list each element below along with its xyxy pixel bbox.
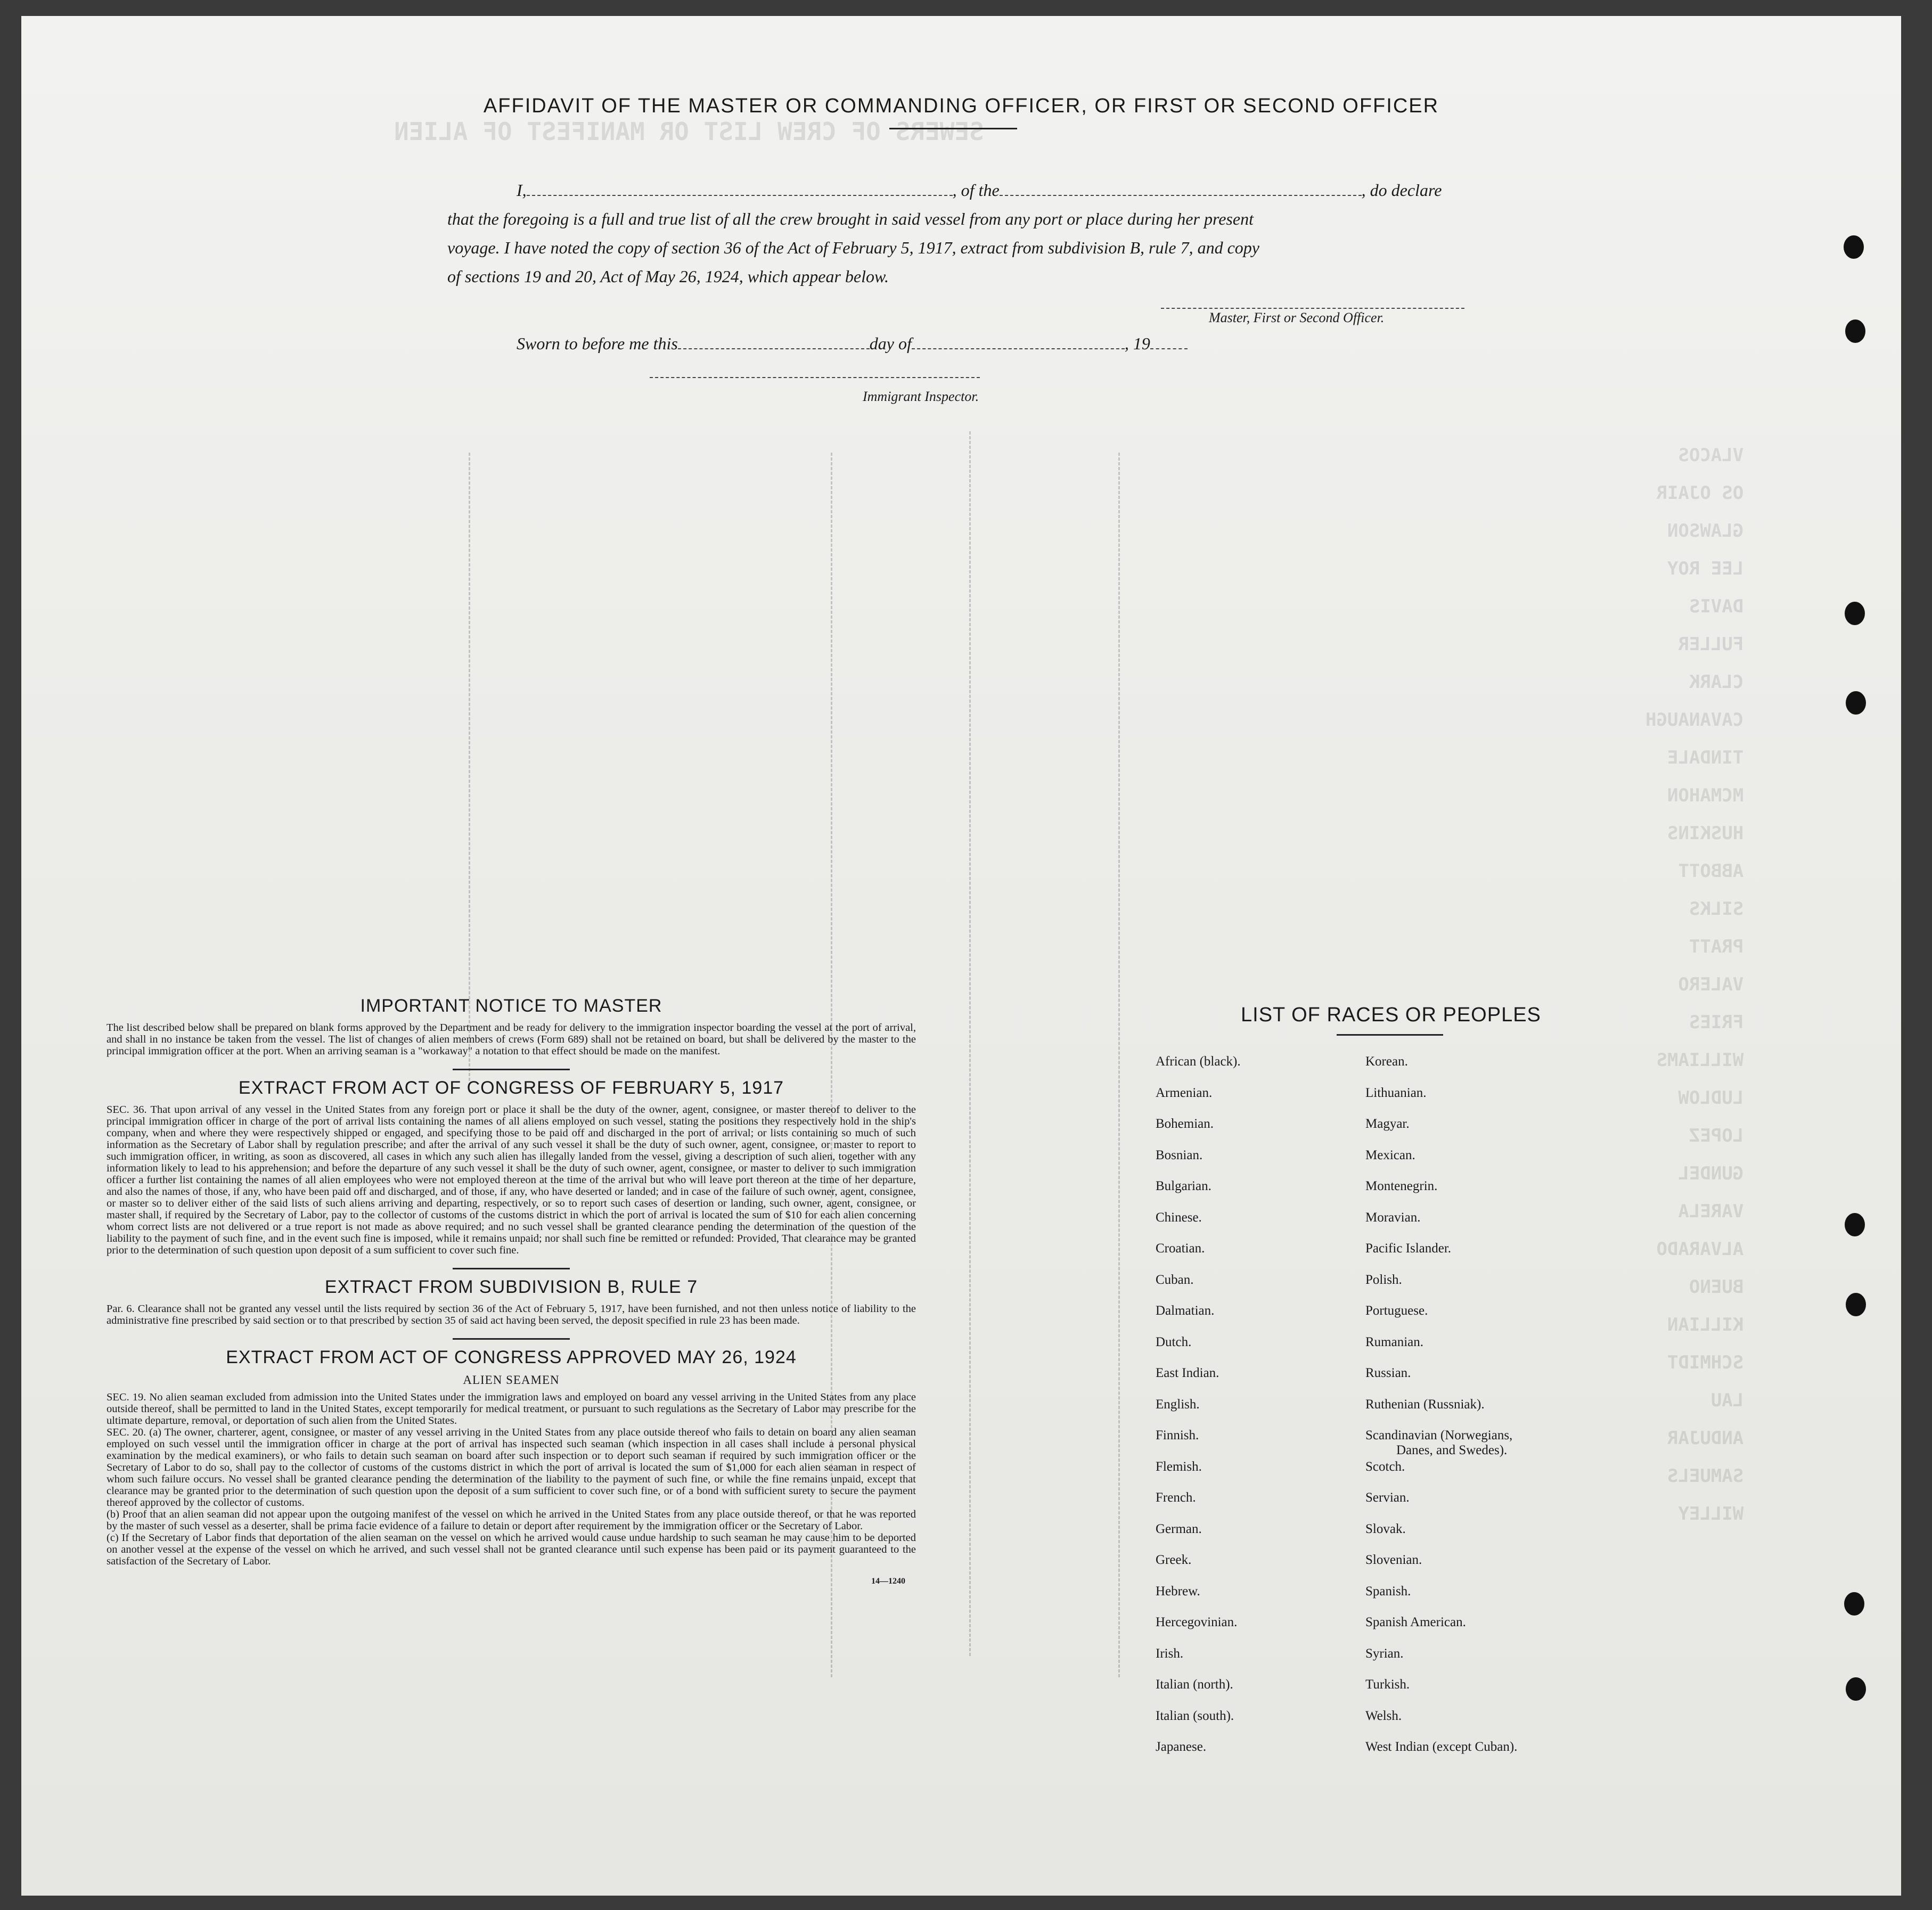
master-signature-label: Master, First or Second Officer. — [1209, 310, 1385, 325]
affidavit-line-3: voyage. I have noted the copy of section 36 of the Act of February 5, 1917, extract from subdivision B, rule 7, and copy — [447, 238, 1259, 257]
race-item: Flemish. — [1156, 1459, 1202, 1474]
race-item: Scotch. — [1365, 1459, 1405, 1474]
race-item: Cuban. — [1156, 1272, 1194, 1287]
race-item: Dalmatian. — [1156, 1304, 1215, 1318]
race-item: Syrian. — [1365, 1646, 1404, 1661]
sworn-line — [447, 329, 1502, 358]
extract-rule7-heading: EXTRACT FROM SUBDIVISION B, RULE 7 — [324, 1277, 698, 1297]
race-item: Irish. — [1156, 1646, 1184, 1661]
affidavit-line-4: of sections 19 and 20, Act of May 26, 1924, which appear below. — [447, 267, 889, 286]
race-item: English. — [1156, 1397, 1200, 1412]
race-item: Pacific Islander. — [1365, 1241, 1452, 1256]
affidavit-line-2: that the foregoing is a full and true list of all the crew brought in said vessel from any port or place during her present — [447, 209, 1254, 228]
race-item: Spanish. — [1365, 1584, 1411, 1599]
race-item: Bohemian. — [1156, 1117, 1214, 1131]
race-item: Welsh. — [1365, 1708, 1402, 1723]
notice-text: The list described below shall be prepared on blank forms approved by the Department and be ready for delivery to the immigration inspector boarding the vessel at the port of arrival, and shall in no instance be taken from the vessel. The list of changes of alien members of crews (Form 689) shall not be retained on board, but shall be delivered by the master to the principal immigration officer at the port. When an arriving seaman is a "workaway" a notation to that effect should be made on the manifest. — [107, 1022, 916, 1057]
race-item: West Indian (except Cuban). — [1365, 1740, 1518, 1754]
race-item: Ruthenian (Russniak). — [1365, 1397, 1485, 1412]
race-item: Armenian. — [1156, 1085, 1213, 1100]
race-item: Portuguese. — [1365, 1304, 1428, 1318]
race-item: Servian. — [1365, 1490, 1410, 1505]
punch-hole — [1845, 319, 1865, 343]
bleed-through-text: SEWERS OF CREW LIST OR MANIFEST OF ALIEN — [394, 117, 984, 146]
punch-hole — [1846, 691, 1866, 715]
race-item: Danes, and Swedes). — [1396, 1443, 1508, 1457]
affidavit-of-the: , of the — [952, 181, 1000, 200]
races-title: LIST OF RACES OR PEOPLES — [1241, 1004, 1541, 1026]
race-item: Turkish. — [1365, 1677, 1410, 1692]
extract-rule7-text: Par. 6. Clearance shall not be granted any vessel until the lists required by section 36 of the Act of February 5, 1917, have been furnished, and not then unless notice of liability to the administrative fine prescribed by said section or to that prescribed by section 35 of said act having been served, the deposit specified in rule 23 has been made. — [107, 1303, 916, 1326]
extract-1924-heading: EXTRACT FROM ACT OF CONGRESS APPROVED MAY 26, 1924 — [226, 1347, 797, 1367]
affidavit-title: AFFIDAVIT OF THE MASTER OR COMMANDING OFFICER, OR FIRST OR SECOND OFFICER — [483, 95, 1439, 117]
race-item: Dutch. — [1156, 1334, 1192, 1349]
inspector-signature-label: Immigrant Inspector. — [863, 389, 979, 404]
sec19-text: SEC. 19. No alien seaman excluded from admission into the United States under the immigration laws and employed on board any vessel arriving in the United States from any place outside thereof, shall be permitted to land in the United States, except temporarily for medical treatment, or pursuant to such regulations as the Secretary of Labor may prescribe for the ultimate departure, removal, or deportation of such alien from the United States. — [107, 1391, 916, 1427]
race-item: Magyar. — [1365, 1117, 1410, 1131]
punch-hole — [1846, 1677, 1866, 1701]
race-item: Moravian. — [1365, 1210, 1421, 1225]
section-rule — [453, 1338, 570, 1340]
race-item: Lithuanian. — [1365, 1085, 1427, 1100]
extract-1917-heading: EXTRACT FROM ACT OF CONGRESS OF FEBRUARY 5, 1917 — [238, 1078, 784, 1098]
sworn-year: , 19 — [1124, 334, 1150, 353]
sec20c-text: (c) If the Secretary of Labor finds that deportation of the alien seaman on the vessel on which he arrived would cause undue hardship to such seaman he may cause him to be deported on another vessel at the expense of the vessel on which he arrived, and such vessel shall not be granted clearance until such expense has been paid or its payment guaranteed to the satisfaction of the Secretary of Labor. — [107, 1532, 916, 1567]
punch-hole — [1844, 1592, 1864, 1616]
race-item: Bosnian. — [1156, 1147, 1203, 1162]
affidavit-declare: , do declare — [1361, 181, 1442, 200]
race-item: Chinese. — [1156, 1210, 1202, 1225]
sec20a-text: SEC. 20. (a) The owner, charterer, agent, consignee, or master of any vessel arriving in the United States from any place outside thereof who fails to detain on board any alien seaman employed on such vessel until the immigration officer in charge at the port of arrival has inspected such seaman (which inspection in all cases shall include a personal physical examination by the medical examiners), or who fails to detain such seaman on board after such inspection or to deport such seaman if required by such immigration officer or the Secretary of Labor to do so, shall pay to the collector of customs of the customs district in which the port of arrival is located the sum of $1,000 for each alien seaman in respect of whom such failure occurs. No vessel shall be granted clearance pending the determination of the liability to the payment of such fine, or while the fine remains unpaid, except that clearance may be granted prior to the determination of such question upon the deposit of a sum sufficient to cover such fine, or of a bond with sufficient surety to secure the payment thereof approved by the collector of customs. — [107, 1427, 916, 1509]
bleed-through-text: VLACOS OS OJAIR GLAWSON LEE ROY DAVIS FULLER CLARK CAVANAUGH TINDALE MCMAHON HUSKINS ABBOTT SILKS PRATT VALERO FRIES WILLIAMS LUDLOW LOPEZ GUNDEL VARELA ALVARADO BUENO KILLIAN SCHMIDT LAU ANDUJAR SAMUELS WILLEY — [1646, 445, 1744, 1524]
sworn-month-field[interactable] — [912, 344, 1125, 349]
race-item: Japanese. — [1156, 1740, 1207, 1754]
legal-extracts — [107, 996, 916, 1586]
sworn-day: day of — [869, 334, 912, 353]
race-item: Spanish American. — [1365, 1615, 1466, 1629]
race-item: Italian (south). — [1156, 1708, 1234, 1723]
affidavit-line-1 — [447, 176, 1502, 204]
race-item: French. — [1156, 1490, 1196, 1505]
race-item: Polish. — [1365, 1272, 1402, 1287]
affidavit-i: I, — [517, 181, 527, 200]
sworn-prefix: Sworn to before me this — [517, 334, 678, 353]
form-number: 14—1240 — [871, 1577, 905, 1586]
bleed-through-rule — [1118, 453, 1120, 1677]
race-item: Italian (north). — [1156, 1677, 1233, 1692]
race-item: German. — [1156, 1521, 1202, 1536]
race-item: Croatian. — [1156, 1241, 1205, 1256]
race-item: Hebrew. — [1156, 1584, 1200, 1599]
section-rule — [453, 1268, 570, 1269]
notice-heading: IMPORTANT NOTICE TO MASTER — [360, 996, 662, 1016]
race-item: Bulgarian. — [1156, 1179, 1211, 1193]
master-signature-line[interactable] — [1161, 308, 1464, 309]
race-item: Finnish. — [1156, 1428, 1199, 1442]
race-item: Mexican. — [1365, 1147, 1415, 1162]
bleed-through-rule — [969, 431, 971, 1656]
inspector-signature-line[interactable] — [650, 377, 980, 378]
punch-hole — [1846, 1293, 1866, 1316]
race-item: Russian. — [1365, 1366, 1411, 1380]
affidavit-text — [447, 176, 1502, 291]
sworn-date-field[interactable] — [678, 344, 870, 349]
title-rule — [889, 128, 1017, 129]
extract-1917-text: SEC. 36. That upon arrival of any vessel in the United States from any foreign port or place it shall be the duty of the owner, agent, consignee, or master thereof to deliver to the principal immigration officer in charge of the port of arrival lists containing the names of all aliens employed on such vessel, stating the positions they respectively hold in the ship's company, when and where they were respectively shipped or engaged, and specifying those to be paid off and discharged in the port of arrival; or lists containing so much of such information as the Secretary of Labor shall by regulation prescribe; and after the arrival of any such vessel it shall be the duty of such owner, agent, consignee, or master to report to such immigration officer, in writing, as soon as discovered, all cases in which any such alien has illegally landed from the vessel, giving a description of such alien, together with any information likely to lead to his apprehension; and before the departure of any such vessel it shall be the duty of such owner, agent, consignee, or master to deliver to such immigration officer a further list containing the names of all alien employees who were not employed thereon at the time of the arrival but who will leave port thereon at the time of her departure, and also the names of those, if any, who have been paid off and discharged, and of those, if any, who have deserted or landed; and in case of the failure of such owner, agent, consignee, or master so to deliver either of the said lists of such aliens arriving and departing, respectively, or so to report such cases of desertion or landing, such owner, agent, consignee, or master shall, if required by the Secretary of Labor, pay to the collector of customs of the customs district in which the port of arrival is located the sum of $10 for each alien concerning whom correct lists are not delivered or a true report is not made as above required; and no such vessel shall be granted clearance pending the determination of the question of the liability to the payment of such fine, and in the event such fine is imposed, while it remains unpaid; nor shall such fine be remitted or refunded: Provided, That clearance may be granted prior to the determination of such question upon deposit of a sum sufficient to cover such fine. — [107, 1104, 916, 1256]
section-rule — [453, 1069, 570, 1070]
races-rule — [1337, 1034, 1443, 1036]
bleed-through-rule — [469, 453, 470, 1081]
document-page — [21, 16, 1901, 1896]
race-item: Slovenian. — [1365, 1553, 1422, 1567]
race-item: Korean. — [1365, 1054, 1408, 1069]
race-item: Scandinavian (Norwegians, — [1365, 1428, 1513, 1442]
race-item: East Indian. — [1156, 1366, 1219, 1380]
sworn-year-field[interactable] — [1150, 344, 1188, 349]
race-item: Hercegovinian. — [1156, 1615, 1238, 1629]
race-item: Rumanian. — [1365, 1334, 1424, 1349]
position-field[interactable] — [1000, 191, 1362, 196]
alien-seamen-subheading: ALIEN SEAMEN — [463, 1373, 560, 1387]
race-item: Montenegrin. — [1365, 1179, 1438, 1193]
race-item: Slovak. — [1365, 1521, 1406, 1536]
punch-hole — [1844, 235, 1864, 259]
punch-hole — [1845, 602, 1865, 625]
punch-hole — [1845, 1213, 1865, 1236]
name-field[interactable] — [527, 191, 953, 196]
sec20b-text: (b) Proof that an alien seaman did not appear upon the outgoing manifest of the vessel on which he arrived in the United States from any place outside thereof, or that he was reported by the master of such vessel as a deserter, shall be prima facie evidence of a failure to detain or deport after requirement by the immigration officer or the Secretary of Labor. — [107, 1509, 916, 1532]
race-item: Greek. — [1156, 1553, 1192, 1567]
race-item: African (black). — [1156, 1054, 1241, 1069]
